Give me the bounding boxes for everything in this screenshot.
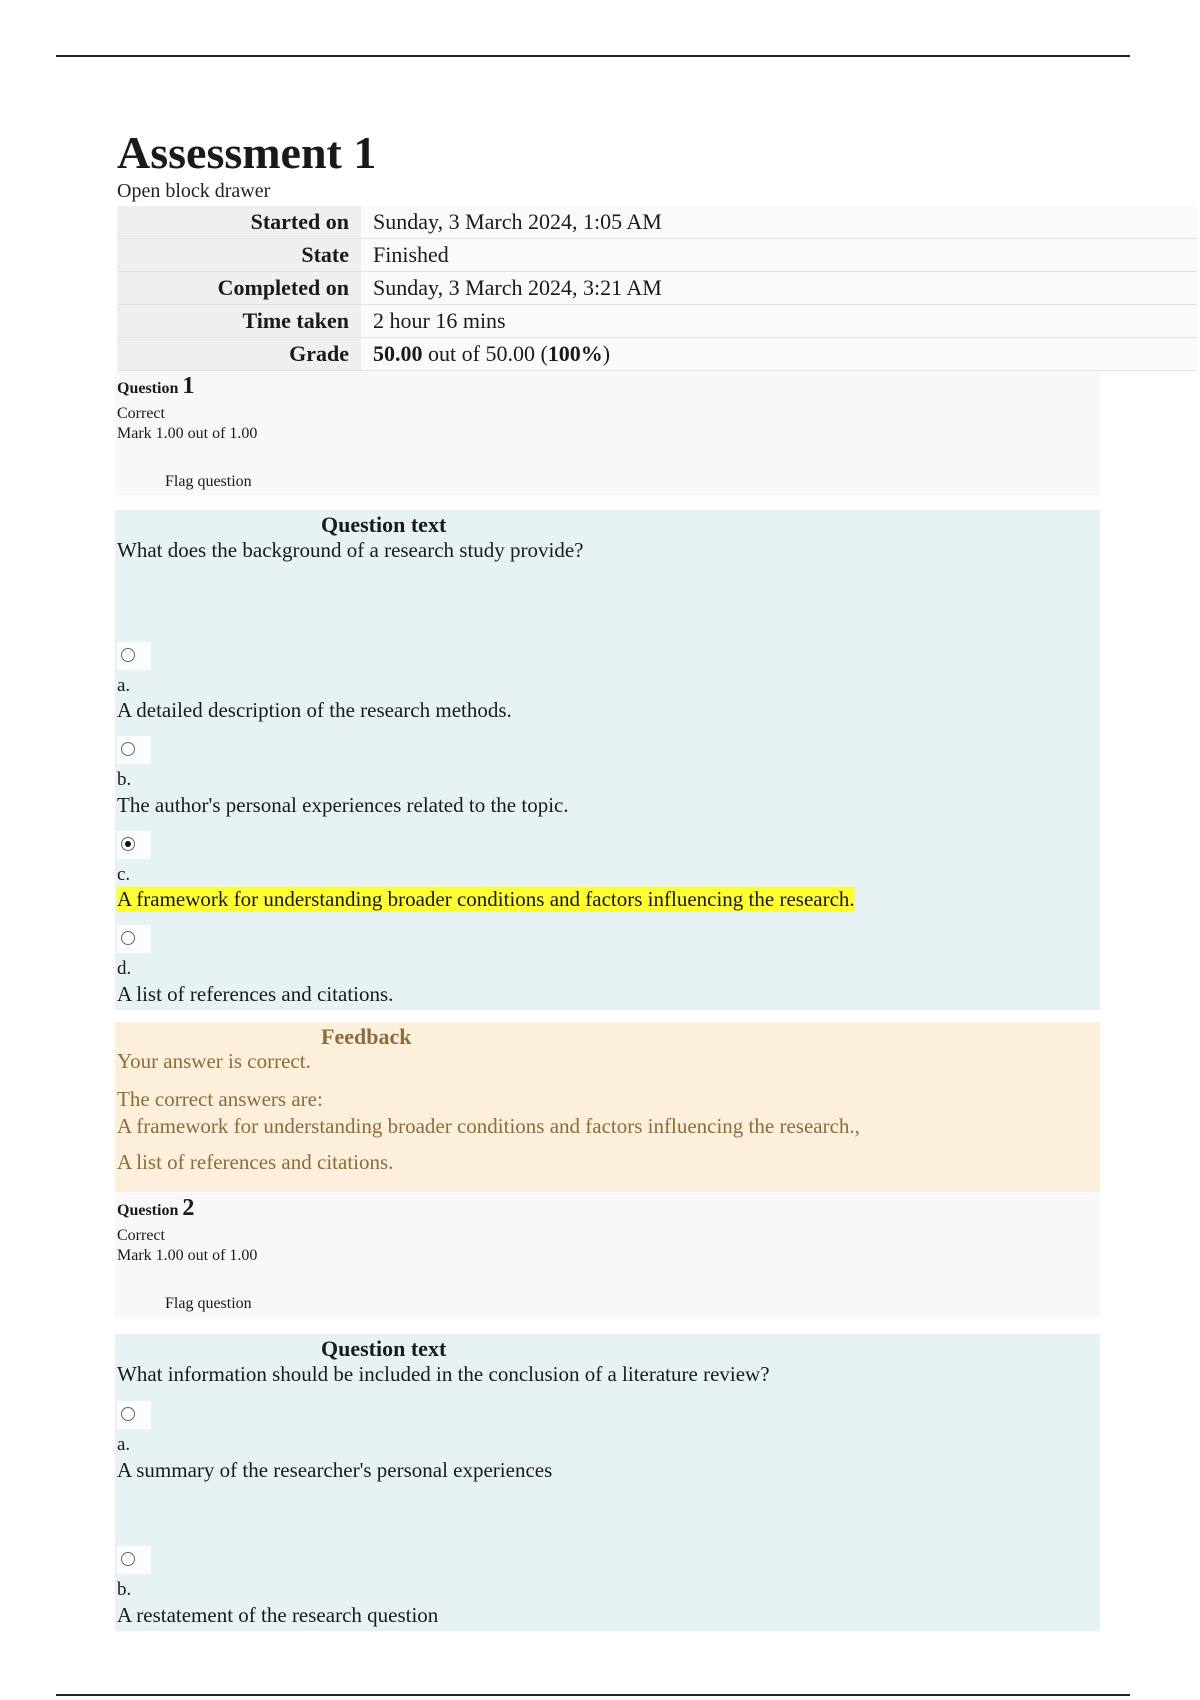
question-state: Correct (117, 1227, 165, 1244)
summary-row-state (117, 239, 1197, 272)
question-number-value: 1 (182, 373, 195, 399)
question-1-feedback (115, 1022, 1100, 1192)
question-1-info (115, 371, 1100, 495)
summary-row-grade (117, 338, 1197, 371)
question-text: What does the background of a research study provide? (117, 538, 584, 562)
question-2-formulation (115, 1334, 1100, 1631)
grade-close: ) (602, 341, 611, 366)
summary-row-started (117, 206, 1197, 239)
option-d-radio[interactable] (117, 925, 151, 953)
flag-question-link[interactable]: Flag question (165, 473, 252, 490)
summary-value: Finished (361, 239, 1197, 272)
attempt-summary-table (117, 206, 1197, 371)
option-a-letter: a. (117, 1434, 131, 1455)
question-prefix: Question (117, 380, 179, 397)
summary-label: Completed on (117, 272, 361, 305)
option-a-text[interactable]: A summary of the researcher's personal experiences (117, 1458, 553, 1482)
option-d-letter: d. (117, 958, 132, 979)
feedback-message: Your answer is correct. (117, 1049, 311, 1073)
feedback-heading: Feedback (321, 1024, 412, 1049)
flag-question-link[interactable]: Flag question (165, 1295, 252, 1312)
correct-answer-1: A framework for understanding broader conditions and factors influencing the research., (117, 1114, 860, 1138)
correct-answer-2: A list of references and citations. (117, 1150, 394, 1174)
option-d-text[interactable]: A list of references and citations. (117, 982, 394, 1006)
summary-row-completed (117, 272, 1197, 305)
grade-score: 50.00 (373, 341, 423, 366)
summary-value: Sunday, 3 March 2024, 3:21 AM (361, 272, 1197, 305)
question-prefix: Question (117, 1202, 179, 1219)
option-b-letter: b. (117, 1579, 132, 1600)
question-text-heading: Question text (321, 1336, 447, 1361)
option-a-text[interactable]: A detailed description of the research methods. (117, 698, 512, 722)
bottom-rule (56, 1694, 1130, 1696)
option-a-letter: a. (117, 675, 131, 696)
question-2-info (115, 1193, 1100, 1317)
summary-label: State (117, 239, 361, 272)
option-a-radio[interactable] (117, 642, 151, 670)
option-c-text[interactable]: A framework for understanding broader conditions and factors influencing the research. (117, 887, 855, 911)
question-grade: Mark 1.00 out of 1.00 (117, 1247, 258, 1264)
question-1-formulation (115, 510, 1100, 1010)
grade-value (361, 338, 1197, 371)
grade-total: out of 50.00 ( (422, 341, 548, 366)
grade-percent: 100% (547, 341, 603, 366)
option-c-radio[interactable] (117, 831, 151, 859)
question-number (117, 1195, 194, 1222)
option-a-radio[interactable] (117, 1401, 151, 1429)
option-b-text[interactable]: The author's personal experiences related to the topic. (117, 793, 569, 817)
summary-label: Grade (117, 338, 361, 371)
option-c-letter: c. (117, 864, 131, 885)
option-b-radio[interactable] (117, 736, 151, 764)
open-block-drawer-link[interactable]: Open block drawer (117, 180, 271, 202)
question-grade: Mark 1.00 out of 1.00 (117, 425, 258, 442)
option-b-radio[interactable] (117, 1546, 151, 1574)
question-text: What information should be included in the conclusion of a literature review? (117, 1362, 770, 1386)
option-b-text[interactable]: A restatement of the research question (117, 1603, 439, 1627)
page-title: Assessment 1 (117, 127, 377, 178)
question-number (117, 373, 194, 400)
option-b-letter: b. (117, 769, 132, 790)
summary-value: Sunday, 3 March 2024, 1:05 AM (361, 206, 1197, 239)
question-number-value: 2 (182, 1195, 195, 1221)
top-rule (56, 55, 1130, 57)
summary-label: Time taken (117, 305, 361, 338)
question-text-heading: Question text (321, 512, 447, 537)
summary-value: 2 hour 16 mins (361, 305, 1197, 338)
question-state: Correct (117, 405, 165, 422)
summary-row-time-taken (117, 305, 1197, 338)
correct-answers-intro: The correct answers are: (117, 1087, 323, 1111)
summary-label: Started on (117, 206, 361, 239)
